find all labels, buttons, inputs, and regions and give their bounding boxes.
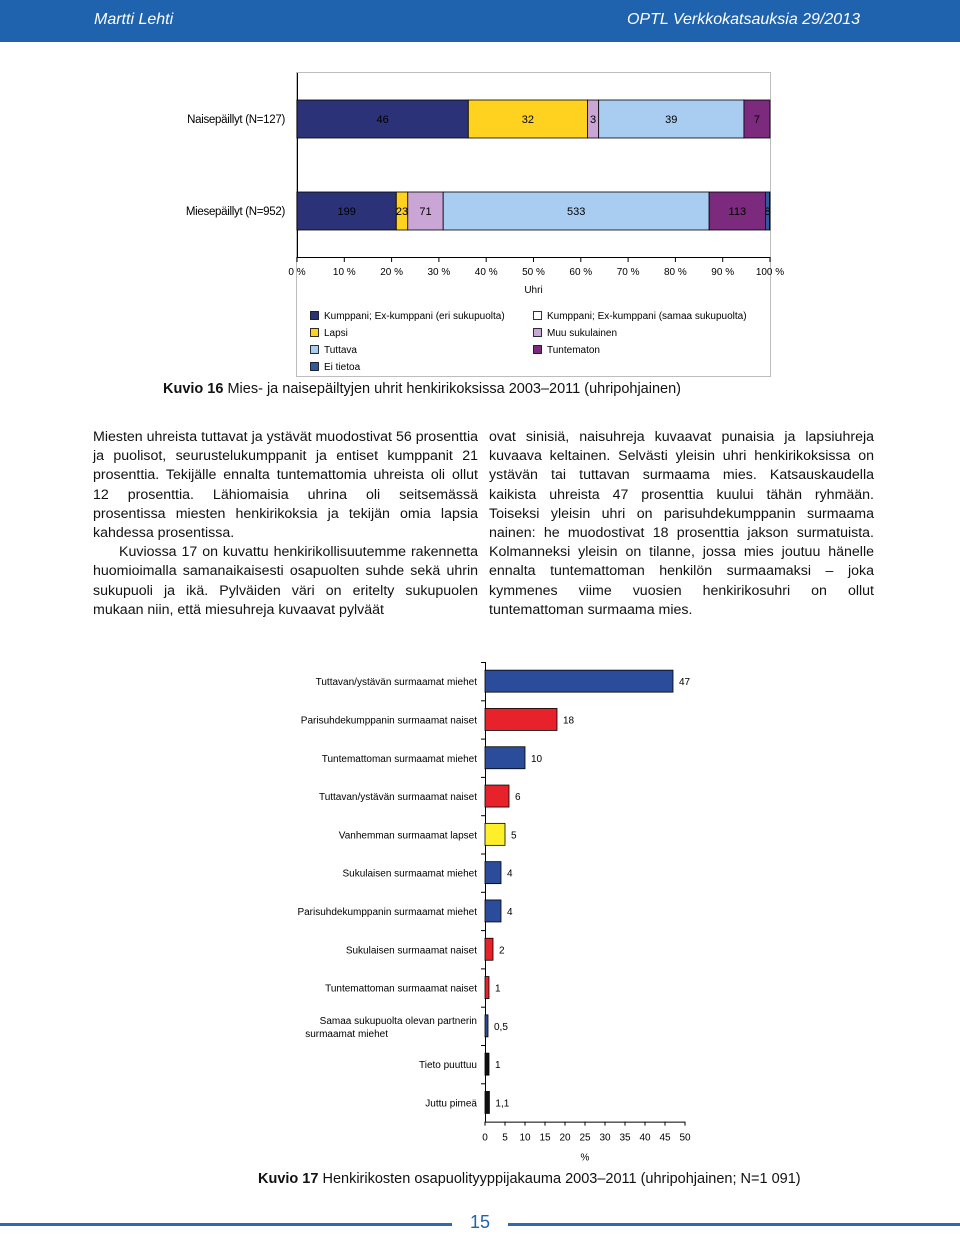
figure-17-text: Henkirikosten osapuolityyppijakauma 2003–2011 (uhripohjainen; N=1 091) [322,1171,801,1187]
x-tick-label: 35 [619,1132,631,1144]
figure-17-caption [258,1171,801,1187]
text-column-left [93,428,478,620]
paragraph: ovat sinisiä, naisuhreja kuvaavat punaisia ja lapsiuhreja kuvaava keltainen. Selvästi yleisin uhri henkirikoksissa on ystävän tai tuttavan surmaama mies. Katsauskaudella kaikista uhreista 47 prosenttia kuului tähän ryhmään. Toiseksi yleisin uhri on parisuhdekumppanin surmaama nainen: he muodostivat 18 prosenttia jakson surmatuista. Kolmanneksi yleisin on tilanne, jossa mies joutuu hänelle ennalta tuntemattoman henkilön surmaamaksi – joka kymmenes viime vuosien henkirikosuhri on ollut tuntemattoman surmaama mies. [489,429,874,618]
legend-swatch [311,312,319,320]
bar-value-label: 7 [753,114,761,126]
page-footer [0,1212,960,1239]
category-label: Parisuhdekumppanin surmaamat miehet [297,906,477,918]
x-tick-label: 10 [519,1132,531,1144]
figure-16-caption [163,381,681,397]
bar-value-label: 199 [337,206,356,218]
bar-value-label: 10 [531,753,543,765]
bar-value-label: 32 [521,114,535,126]
legend-swatch [534,346,542,354]
x-tick-label: 90 % [711,267,735,278]
legend-label: Kumppani; Ex-kumppani (samaa sukupuolta) [547,311,747,322]
bar [485,823,505,845]
category-label: Tuttavan/ystävän surmaamat miehet [315,677,477,689]
bar-value-label: 47 [679,677,691,689]
bar-value-label: 0,5 [494,1021,508,1033]
x-tick-label: 70 % [616,267,640,278]
page-number: 15 [469,1212,491,1232]
bar-value-label: 533 [566,206,586,218]
bar-value-label: 113 [728,206,747,218]
legend-label: Lapsi [324,328,348,339]
x-tick-label: 45 [659,1132,671,1144]
category-label: Naisepäillyt (N=127) [187,114,285,126]
figure-17-number: Kuvio 17 [258,1171,319,1187]
bar [485,862,501,884]
legend-swatch [311,346,319,354]
x-tick-label: 0 [482,1132,488,1144]
legend-label: Ei tietoa [324,362,361,373]
category-label: Tuntemattoman surmaamat naiset [325,983,477,995]
bar-value-label: 1 [495,1060,501,1072]
bar [485,1053,489,1075]
x-tick-label: 40 [639,1132,651,1144]
category-label: Parisuhdekumppanin surmaamat naiset [300,715,477,727]
bar [485,1091,489,1113]
legend-swatch [534,329,542,337]
category-label: Tuntemattoman surmaamat miehet [321,753,477,765]
figure-16-number: Kuvio 16 [163,381,224,397]
header-publication: OPTL Verkkokatsauksia 29/2013 [626,11,860,28]
bar-value-label: 5 [511,830,517,842]
legend-swatch [311,363,319,371]
legend-label: Tuntematon [547,345,600,356]
bar-value-label: 1 [495,983,501,995]
bar [485,785,509,807]
x-tick-label: 10 % [332,267,356,278]
bar-value-label: 2 [499,945,505,957]
category-label: Vanhemman surmaamat lapset [338,830,477,842]
legend-label: Muu sukulainen [547,328,618,339]
legend-swatch [311,329,319,337]
x-tick-label: 20 % [380,267,403,278]
bar-value-label: 3 [590,114,597,126]
bar [485,1015,488,1037]
x-tick-label: 50 % [522,267,545,278]
paragraph: Miesten uhreista tuttavat ja ystävät muodostivat 56 prosenttia ja puolisot, seurustelukumppanit ja entiset kumppanit 21 prosenttia. Tekijälle ennalta tuntemattomia uhreista oli ollut 12 prosenttia. Lähiomaisia uhrina oli seitsemässä prosentissa miesten henkirikoksia ja tekijän omia lapsia kahdessa prosentissa. [93,429,478,542]
x-tick-label: 0 % [288,267,306,278]
bar-value-label: 4 [507,906,513,918]
bar [485,670,673,692]
x-tick-label: 25 [579,1132,591,1144]
x-tick-label: 80 % [664,267,687,278]
bar-value-label: 18 [563,715,575,727]
bar [485,938,493,960]
bar [485,708,557,730]
x-tick-label: 5 [502,1132,508,1144]
header-author: Martti Lehti [94,11,174,28]
x-axis-label: Uhri [524,285,543,296]
footer-rule-right [508,1223,960,1226]
category-label: surmaamat miehet [305,1028,388,1040]
legend-label: Tuttava [324,345,357,356]
category-label: Sukulaisen surmaamat naiset [345,945,477,957]
bar-value-label: 6 [515,792,521,804]
x-tick-label: 20 [559,1132,571,1144]
category-label: Miesepäillyt (N=952) [185,206,285,218]
category-label: Tuttavan/ystävän surmaamat naiset [318,792,477,804]
bar-value-label: 4 [507,868,513,880]
x-tick-label: 60 % [569,267,593,278]
category-label: Sukulaisen surmaamat miehet [342,868,477,880]
figure-17-chart [0,640,960,1170]
bar [485,900,501,922]
figure-16-chart [0,0,960,400]
bar-value-label: 8 [764,206,771,218]
x-tick-label: 100 % [755,267,785,278]
x-tick-label: 30 [599,1132,611,1144]
x-axis-label: % [580,1152,590,1164]
paragraph: Kuviossa 17 on kuvattu henkirikollisuutemme rakennetta huomioimalla samanaikaisesti osapuolten suhde sekä uhrin sukupuoli ja ikä. Pylväiden väri on eritelty sukupuolen mukaan niin, että miesuhreja kuvaavat pylväät [93,544,478,618]
category-label: Samaa sukupuolta olevan partnerin [319,1015,477,1027]
x-tick-label: 40 % [474,267,498,278]
bar-value-label: 46 [376,114,389,126]
bar [485,747,525,769]
footer-rule-left [0,1223,452,1226]
legend-swatch [534,312,542,320]
x-tick-label: 50 [679,1132,691,1144]
x-tick-label: 30 % [427,267,451,278]
bar-value-label: 23 [395,206,409,218]
legend-label: Kumppani; Ex-kumppani (eri sukupuolta) [324,311,505,322]
bar [485,977,489,999]
category-label: Juttu pimeä [425,1098,477,1110]
x-tick-label: 15 [539,1132,551,1144]
bar-value-label: 39 [665,114,678,126]
category-label: Tieto puuttuu [418,1060,477,1072]
bar-value-label: 71 [419,206,432,218]
bar-value-label: 1,1 [495,1098,510,1110]
text-column-right [489,428,874,620]
figure-16-text: Mies- ja naisepäiltyjen uhrit henkirikoksissa 2003–2011 (uhripohjainen) [227,381,681,397]
